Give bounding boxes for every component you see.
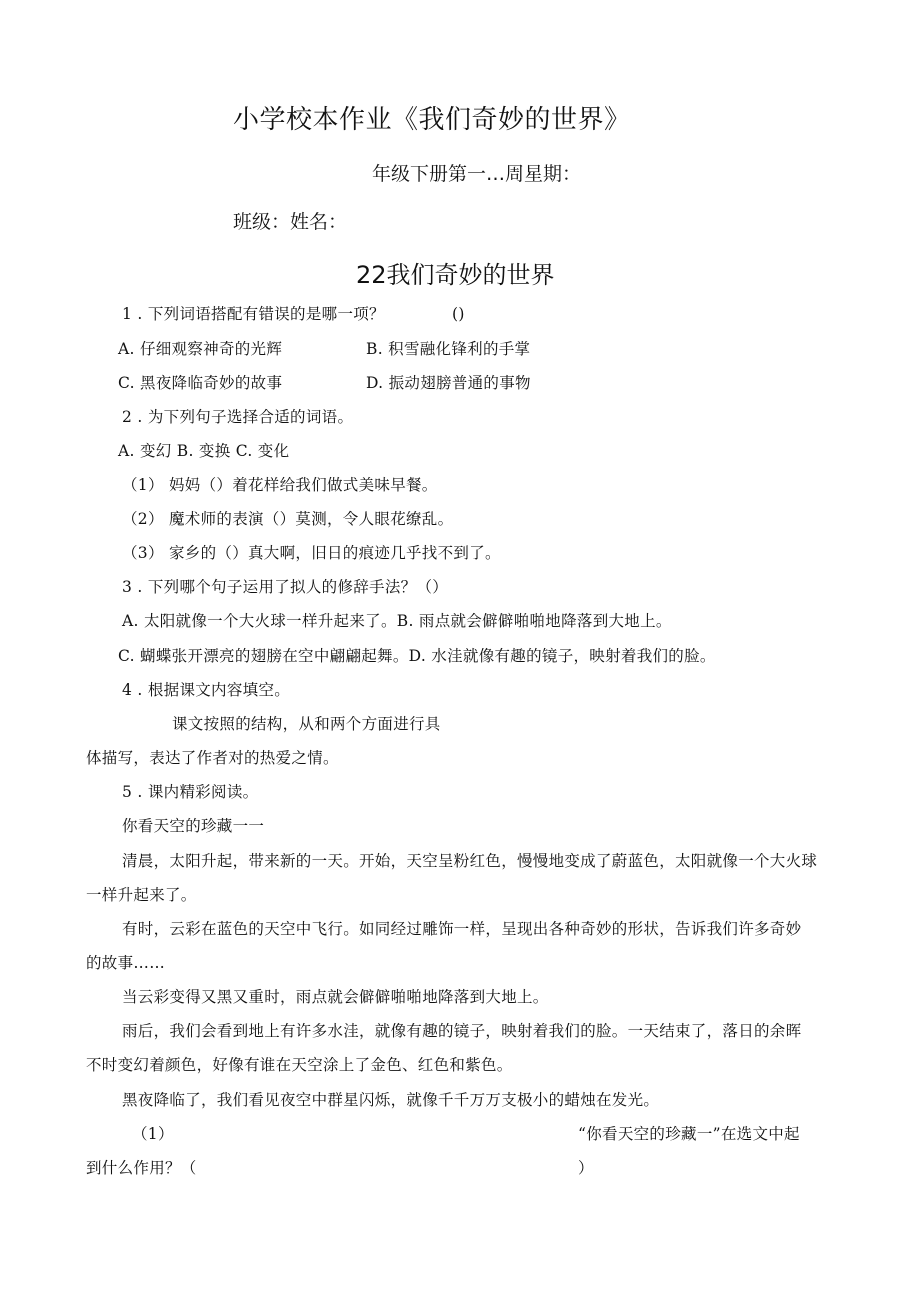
- grade-week-line: 年级下册第一…周星期：: [372, 163, 582, 185]
- q1-stem: 1 . 下列词语搭配有错误的是哪一项？: [122, 305, 385, 323]
- class-name-line: 班级：姓名：: [233, 211, 348, 233]
- passage-paragraph-5: 黑夜降临了，我们看见夜空中群星闪烁，就像千千万万支极小的蜡烛在发光。: [122, 1091, 660, 1109]
- q4-fill-line-1: 课文按照的结构，从和两个方面进行具: [172, 715, 441, 733]
- q1-option-c: C. 黑夜降临奇妙的故事: [118, 374, 283, 392]
- passage-paragraph-1-line-1: 清晨，太阳升起，带来新的一天。开始，天空呈粉红色，慢慢地变成了蔚蓝色，太阳就像一个大火球: [122, 852, 818, 870]
- q3-options-ab: A. 太阳就像一个大火球一样升起来了。B. 雨点就会僻僻啪啪地降落到大地上。: [122, 612, 672, 630]
- sub-question-1-line-2: 到什么作用？（: [86, 1159, 197, 1177]
- q1-option-b: B. 积雪融化锋利的手掌: [366, 340, 531, 358]
- passage-paragraph-4-line-1: 雨后，我们会看到地上有许多水洼，就像有趣的镜子，映射着我们的脸。一天结束了，落日的余晖: [122, 1022, 802, 1040]
- q1-option-a: A. 仔细观察神奇的光辉: [118, 340, 283, 358]
- q3-stem: 3 . 下列哪个句子运用了拟人的修辞手法？（）: [122, 578, 449, 596]
- document-title: 小学校本作业《我们奇妙的世界》: [233, 105, 631, 135]
- q2-stem: 2 . 为下列句子选择合适的词语。: [122, 408, 354, 426]
- q2-sentence-2: （2） 魔术师的表演（）莫测，令人眼花缭乱。: [122, 510, 454, 528]
- q2-sentence-1: （1） 妈妈（）着花样给我们做式美味早餐。: [122, 476, 438, 494]
- q4-fill-line-2: 体描写，表达了作者对的热爱之情。: [86, 749, 339, 767]
- sub-question-1-text: “你看天空的珍藏一”在选文中起: [578, 1125, 800, 1143]
- sub-question-1-number: （1）: [132, 1125, 174, 1143]
- q1-stem-row: [122, 303, 385, 325]
- passage-paragraph-4-line-2: 不时变幻着颜色，好像有谁在天空涂上了金色、红色和紫色。: [86, 1056, 513, 1074]
- sub-question-1-close-bracket: ）: [578, 1159, 594, 1177]
- q1-answer-bracket: (): [452, 305, 465, 323]
- q2-choices: A. 变幻 B. 变换 C. 变化: [118, 442, 290, 460]
- lesson-title: 22我们奇妙的世界: [356, 261, 555, 289]
- q1-option-d: D. 振动翅膀普通的事物: [366, 374, 531, 392]
- passage-paragraph-2-line-2: 的故事……: [86, 954, 166, 972]
- passage-paragraph-1-line-2: 一样升起来了。: [86, 886, 197, 904]
- q2-sentence-3: （3） 家乡的（）真大啊，旧日的痕迹几乎找不到了。: [122, 544, 501, 562]
- q4-stem: 4 . 根据课文内容填空。: [122, 681, 291, 699]
- passage-title: 你看天空的珍藏一一: [122, 817, 265, 835]
- q5-stem: 5 . 课内精彩阅读。: [122, 783, 259, 801]
- passage-paragraph-2-line-1: 有时，云彩在蓝色的天空中飞行。如同经过雕饰一样，呈现出各种奇妙的形状，告诉我们许多奇妙: [122, 920, 802, 938]
- q3-options-cd: C. 蝴蝶张开漂亮的翅膀在空中翩翩起舞。D. 水洼就像有趣的镜子，映射着我们的脸。: [118, 647, 716, 665]
- passage-paragraph-3: 当云彩变得又黑又重时，雨点就会僻僻啪啪地降落到大地上。: [122, 988, 549, 1006]
